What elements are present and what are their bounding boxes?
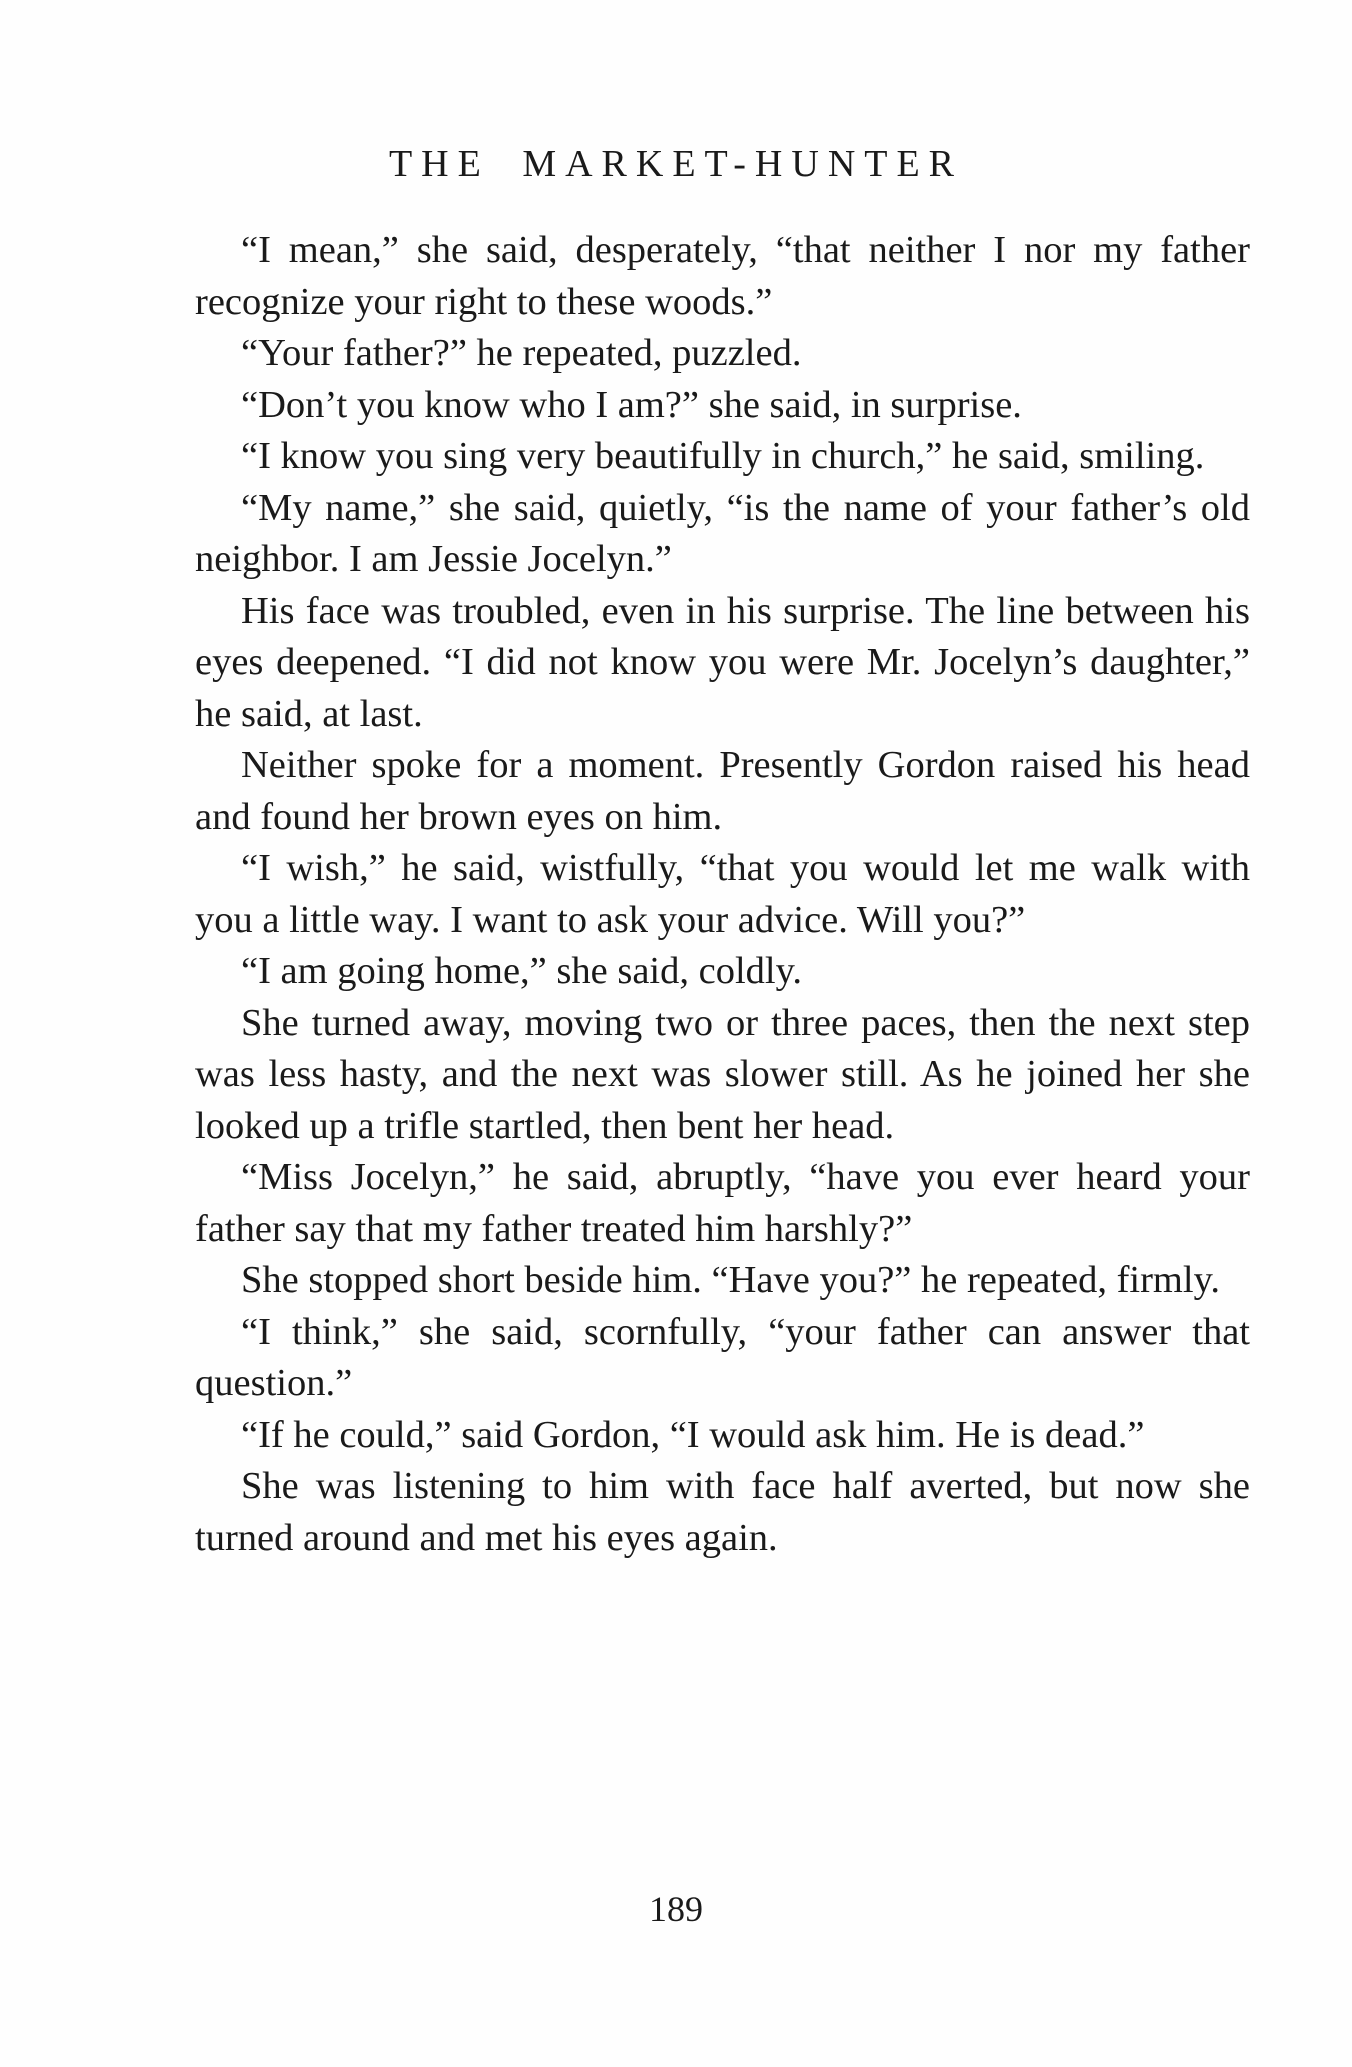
paragraph: “My name,” she said, quietly, “is the name of your father’s old neighbor. I am Jessie Jocelyn.” (195, 486, 1250, 580)
paragraph: She was listening to him with face half averted, but now she turned around and met his eyes again. (195, 1465, 1250, 1559)
paragraph: “Don’t you know who I am?” she said, in surprise. (241, 383, 1022, 426)
paragraph: Neither spoke for a moment. Presently Gordon raised his head and found her brown eyes on him. (195, 744, 1250, 838)
paragraph: His face was troubled, even in his surprise. The line between his eyes deepened. “I did not know you were Mr. Jocelyn’s daughter,” he said, at last. (195, 589, 1250, 735)
paragraph: She turned away, moving two or three paces, then the next step was less hasty, and the next was slower still. As he joined her she looked up a trifle startled, then bent her head. (195, 1001, 1250, 1147)
running-head: THE MARKET-HUNTER (388, 143, 964, 185)
page-number: 189 (649, 1889, 703, 1929)
paragraph: “I mean,” she said, desperately, “that neither I nor my father recognize your right to these woods.” (195, 229, 1250, 323)
paragraph: “I know you sing very beautifully in church,” he said, smiling. (241, 435, 1205, 477)
body-text (195, 225, 1250, 1564)
paragraph: “If he could,” said Gordon, “I would ask him. He is dead.” (241, 1413, 1145, 1456)
paragraph: “Your father?” he repeated, puzzled. (241, 332, 802, 374)
paragraph: “Miss Jocelyn,” he said, abruptly, “have you ever heard your father say that my father treated him harshly?” (195, 1156, 1250, 1250)
paragraph: “I am going home,” she said, coldly. (241, 950, 802, 992)
paragraph: She stopped short beside him. “Have you?” he repeated, firmly. (241, 1259, 1220, 1301)
paragraph: “I think,” she said, scornfully, “your father can answer that question.” (195, 1310, 1250, 1404)
paragraph: “I wish,” he said, wistfully, “that you would let me walk with you a little way. I want to ask your advice. Will you?” (195, 847, 1250, 941)
